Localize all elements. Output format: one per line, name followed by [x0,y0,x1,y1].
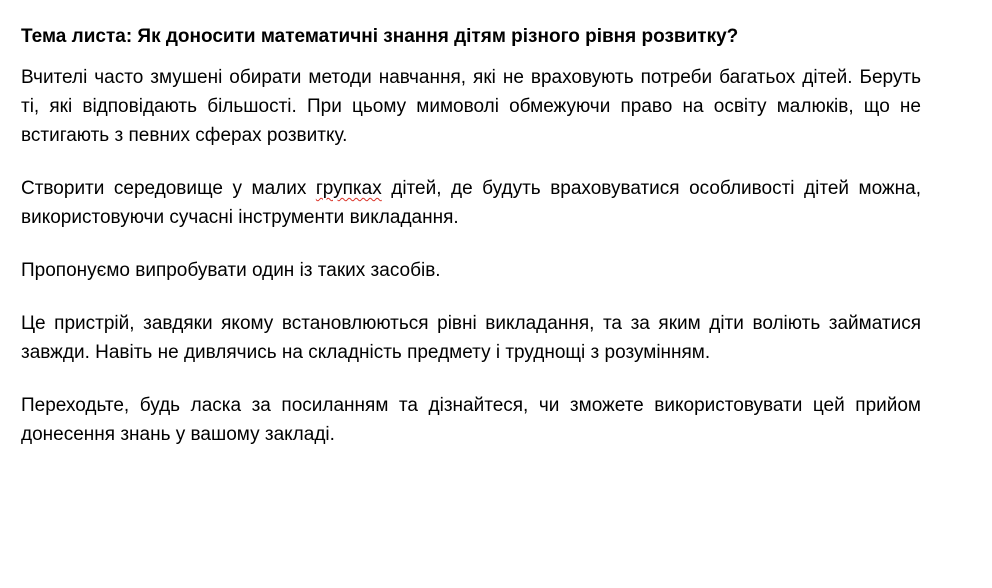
body-paragraph-1: Вчителі часто змушені обирати методи навчання, які не враховують потреби багатьох дітей. Беруть ті, які відповідають більшості. При цьому мимоволі обмежуючи право на освіту малюків, що не встигають з певних сферах розвитку. [21,67,921,146]
email-subject: Тема листа: Як доносити математичні знання дітям різного рівня розвитку? [21,26,739,47]
body-paragraph-3: Пропонуємо випробувати один із таких засобів. [21,260,441,281]
body-paragraph-4: Це пристрій, завдяки якому встановлюються рівні викладання, та за яким діти воліють займатися завжди. Навіть не дивлячись на складність предмету і труднощі з розумінням. [21,313,921,363]
paragraph-2-text-end: дітей, де будуть враховуватися особливості дітей можна, використовуючи сучасні інструменти викладання. [21,178,921,228]
paragraph-2-text-start: Створити середовище у малих [21,178,316,199]
body-paragraph-2 [21,174,921,232]
email-document[interactable] [21,22,921,473]
body-paragraph-5: Переходьте, будь ласка за посиланням та дізнайтеся, чи зможете використовувати цей прийом донесення знань у вашому закладі. [21,395,921,445]
misspelled-word[interactable]: групках [315,178,382,199]
